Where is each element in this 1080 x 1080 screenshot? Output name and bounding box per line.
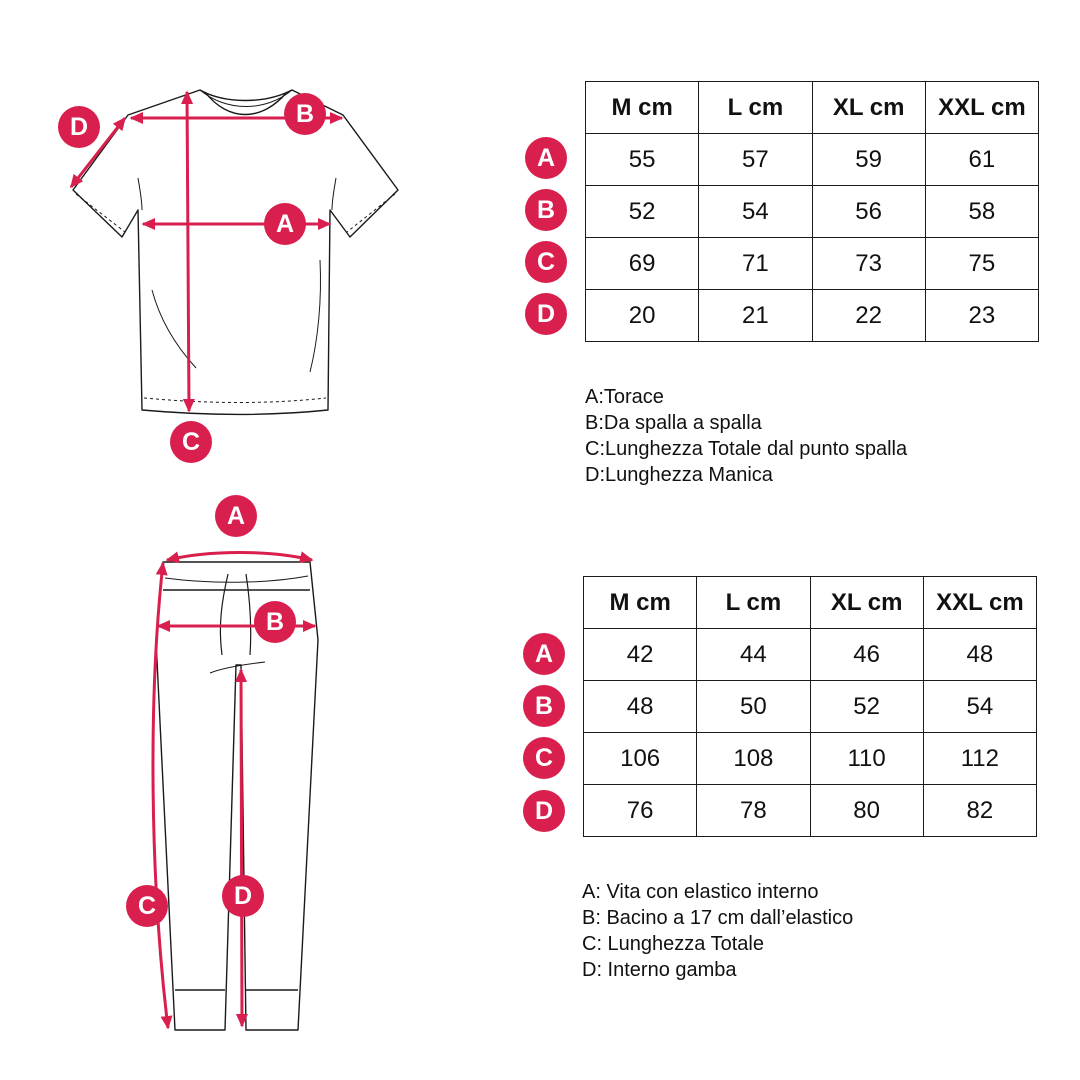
legend-item: A:Torace [585, 386, 664, 408]
table-cell: 21 [699, 290, 812, 342]
table-row [586, 186, 1039, 238]
table-cell: 78 [697, 785, 810, 837]
table-cell: 42 [584, 629, 697, 681]
tshirt-row-badge-a: A [525, 137, 567, 179]
column-header: L cm [699, 82, 812, 134]
table-cell: 52 [810, 681, 923, 733]
table-cell: 54 [699, 186, 812, 238]
tshirt-legend [585, 384, 907, 488]
pants-marker-b: B [254, 601, 296, 643]
tshirt-row-badge-d: D [525, 293, 567, 335]
table-cell: 55 [586, 134, 699, 186]
column-header: L cm [697, 577, 810, 629]
tshirt-marker-a: A [264, 203, 306, 245]
pants-row-badge-d: D [523, 790, 565, 832]
tshirt-drawing [73, 90, 398, 415]
pants-drawing [156, 562, 318, 1030]
table-cell: 71 [699, 238, 812, 290]
tshirt-row-badge-c: C [525, 241, 567, 283]
pants-legend [582, 879, 853, 983]
pants-row-badge-a: A [523, 633, 565, 675]
pants-outline [156, 562, 318, 1030]
table-row [584, 681, 1037, 733]
table-cell: 73 [812, 238, 925, 290]
tshirt-outline [73, 90, 398, 415]
column-header: XXL cm [925, 82, 1038, 134]
table-header-row [584, 577, 1037, 629]
legend-item: C:Lunghezza Totale dal punto spalla [585, 438, 908, 460]
pants-marker-d: D [222, 875, 264, 917]
table-cell: 112 [923, 733, 1036, 785]
table-cell: 56 [812, 186, 925, 238]
table-cell: 48 [584, 681, 697, 733]
tshirt-marker-d: D [58, 106, 100, 148]
legend-item: C: Lunghezza Totale [582, 933, 764, 955]
table-cell: 82 [923, 785, 1036, 837]
table-cell: 108 [697, 733, 810, 785]
table-row [584, 785, 1037, 837]
table-cell: 61 [925, 134, 1038, 186]
pants-row-badge-b: B [523, 685, 565, 727]
legend-item: B:Da spalla a spalla [585, 412, 762, 434]
table-cell: 54 [923, 681, 1036, 733]
pants-marker-c: C [126, 885, 168, 927]
legend-item: D: Interno gamba [582, 959, 737, 981]
table-cell: 52 [586, 186, 699, 238]
table-cell: 110 [810, 733, 923, 785]
column-header: M cm [586, 82, 699, 134]
table-cell: 22 [812, 290, 925, 342]
legend-item: B: Bacino a 17 cm dall’elastico [582, 907, 854, 929]
tshirt-row-badge-b: B [525, 189, 567, 231]
table-cell: 44 [697, 629, 810, 681]
table-cell: 80 [810, 785, 923, 837]
tshirt-size-table [585, 81, 1039, 342]
table-row [586, 134, 1039, 186]
table-cell: 59 [812, 134, 925, 186]
table-cell: 23 [925, 290, 1038, 342]
column-header: XL cm [810, 577, 923, 629]
table-cell: 106 [584, 733, 697, 785]
table-cell: 75 [925, 238, 1038, 290]
pants-row-badge-c: C [523, 737, 565, 779]
pants-size-table [583, 576, 1037, 837]
column-header: XL cm [812, 82, 925, 134]
table-cell: 69 [586, 238, 699, 290]
table-cell: 76 [584, 785, 697, 837]
tshirt-marker-c: C [170, 421, 212, 463]
table-cell: 20 [586, 290, 699, 342]
table-header-row [586, 82, 1039, 134]
table-cell: 58 [925, 186, 1038, 238]
table-row [584, 733, 1037, 785]
legend-item: A: Vita con elastico interno [582, 881, 819, 903]
table-row [586, 290, 1039, 342]
column-header: M cm [584, 577, 697, 629]
table-row [584, 629, 1037, 681]
pants-marker-a: A [215, 495, 257, 537]
column-header: XXL cm [923, 577, 1036, 629]
table-row [586, 238, 1039, 290]
table-cell: 57 [699, 134, 812, 186]
table-cell: 48 [923, 629, 1036, 681]
table-cell: 50 [697, 681, 810, 733]
legend-item: D:Lunghezza Manica [585, 464, 773, 486]
tshirt-marker-b: B [284, 93, 326, 135]
table-cell: 46 [810, 629, 923, 681]
